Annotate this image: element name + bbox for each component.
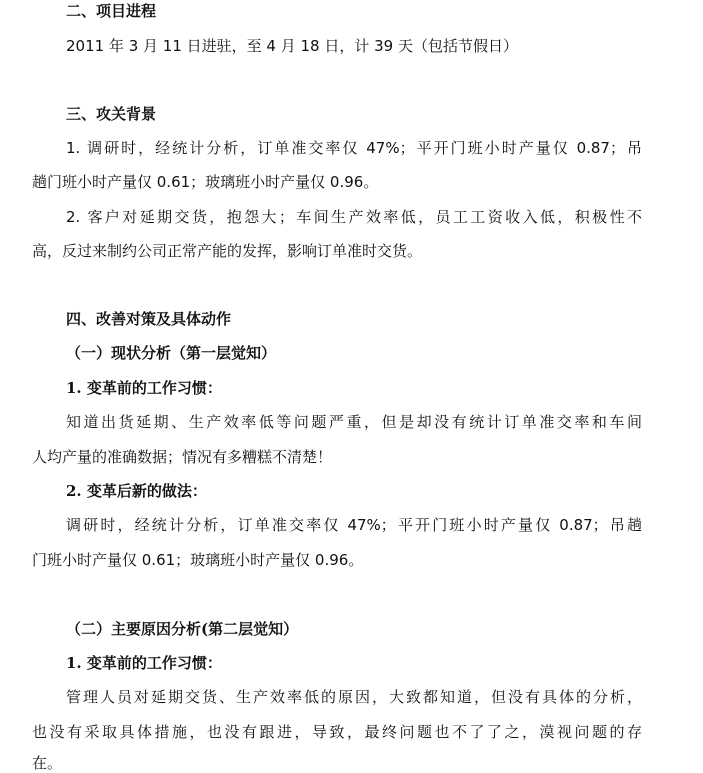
part-2-before-line-2: 也没有采取具体措施，也没有跟进，导致，最终问题也不了了之，漠视问题的存 [32, 723, 642, 741]
section-3-item-2-line-1: 2. 客户对延期交货，抱怨大；车间生产效率低，员工工资收入低，积极性不 [66, 208, 642, 226]
part-1-before-line-2: 人均产量的准确数据；情况有多糟糕不清楚！ [32, 448, 333, 466]
section-4-heading: 四、改善对策及具体动作 [66, 310, 232, 328]
part-1-before-line-1: 知道出货延期、生产效率低等问题严重，但是却没有统计订单准交率和车间 [66, 413, 642, 431]
part-1-after-line-1: 调研时，经统计分析，订单准交率仅 47%；平开门班小时产量仅 0.87；吊趟 [66, 516, 642, 534]
part-1-heading: （一）现状分析（第一层觉知） [66, 344, 277, 362]
section-3-item-1-line-2: 趟门班小时产量仅 0.61；玻璃班小时产量仅 0.96。 [32, 173, 379, 191]
part-1-before-label: 1. 变革前的工作习惯： [66, 379, 222, 397]
section-2-heading: 二、项目进程 [66, 2, 157, 20]
section-3-heading: 三、攻关背景 [66, 105, 157, 123]
part-1-after-label: 2. 变革后新的做法： [66, 482, 207, 500]
section-3-item-1-line-1: 1. 调研时，经统计分析，订单准交率仅 47%；平开门班小时产量仅 0.87；吊 [66, 139, 642, 157]
section-3-item-2-line-2: 高，反过来制约公司正常产能的发挥，影响订单准时交货。 [32, 242, 423, 260]
section-2-text: 2011 年 3 月 11 日进驻，至 4 月 18 日，计 39 天（包括节假日） [66, 37, 518, 55]
part-2-before-line-1: 管理人员对延期交货、生产效率低的原因，大致都知道，但没有具体的分析， [66, 688, 642, 706]
part-2-before-label: 1. 变革前的工作习惯： [66, 654, 222, 672]
part-2-before-line-3: 在。 [32, 754, 63, 772]
part-1-after-line-2: 门班小时产量仅 0.61；玻璃班小时产量仅 0.96。 [32, 551, 364, 569]
part-2-heading: （二）主要原因分析(第二层觉知） [66, 620, 299, 638]
